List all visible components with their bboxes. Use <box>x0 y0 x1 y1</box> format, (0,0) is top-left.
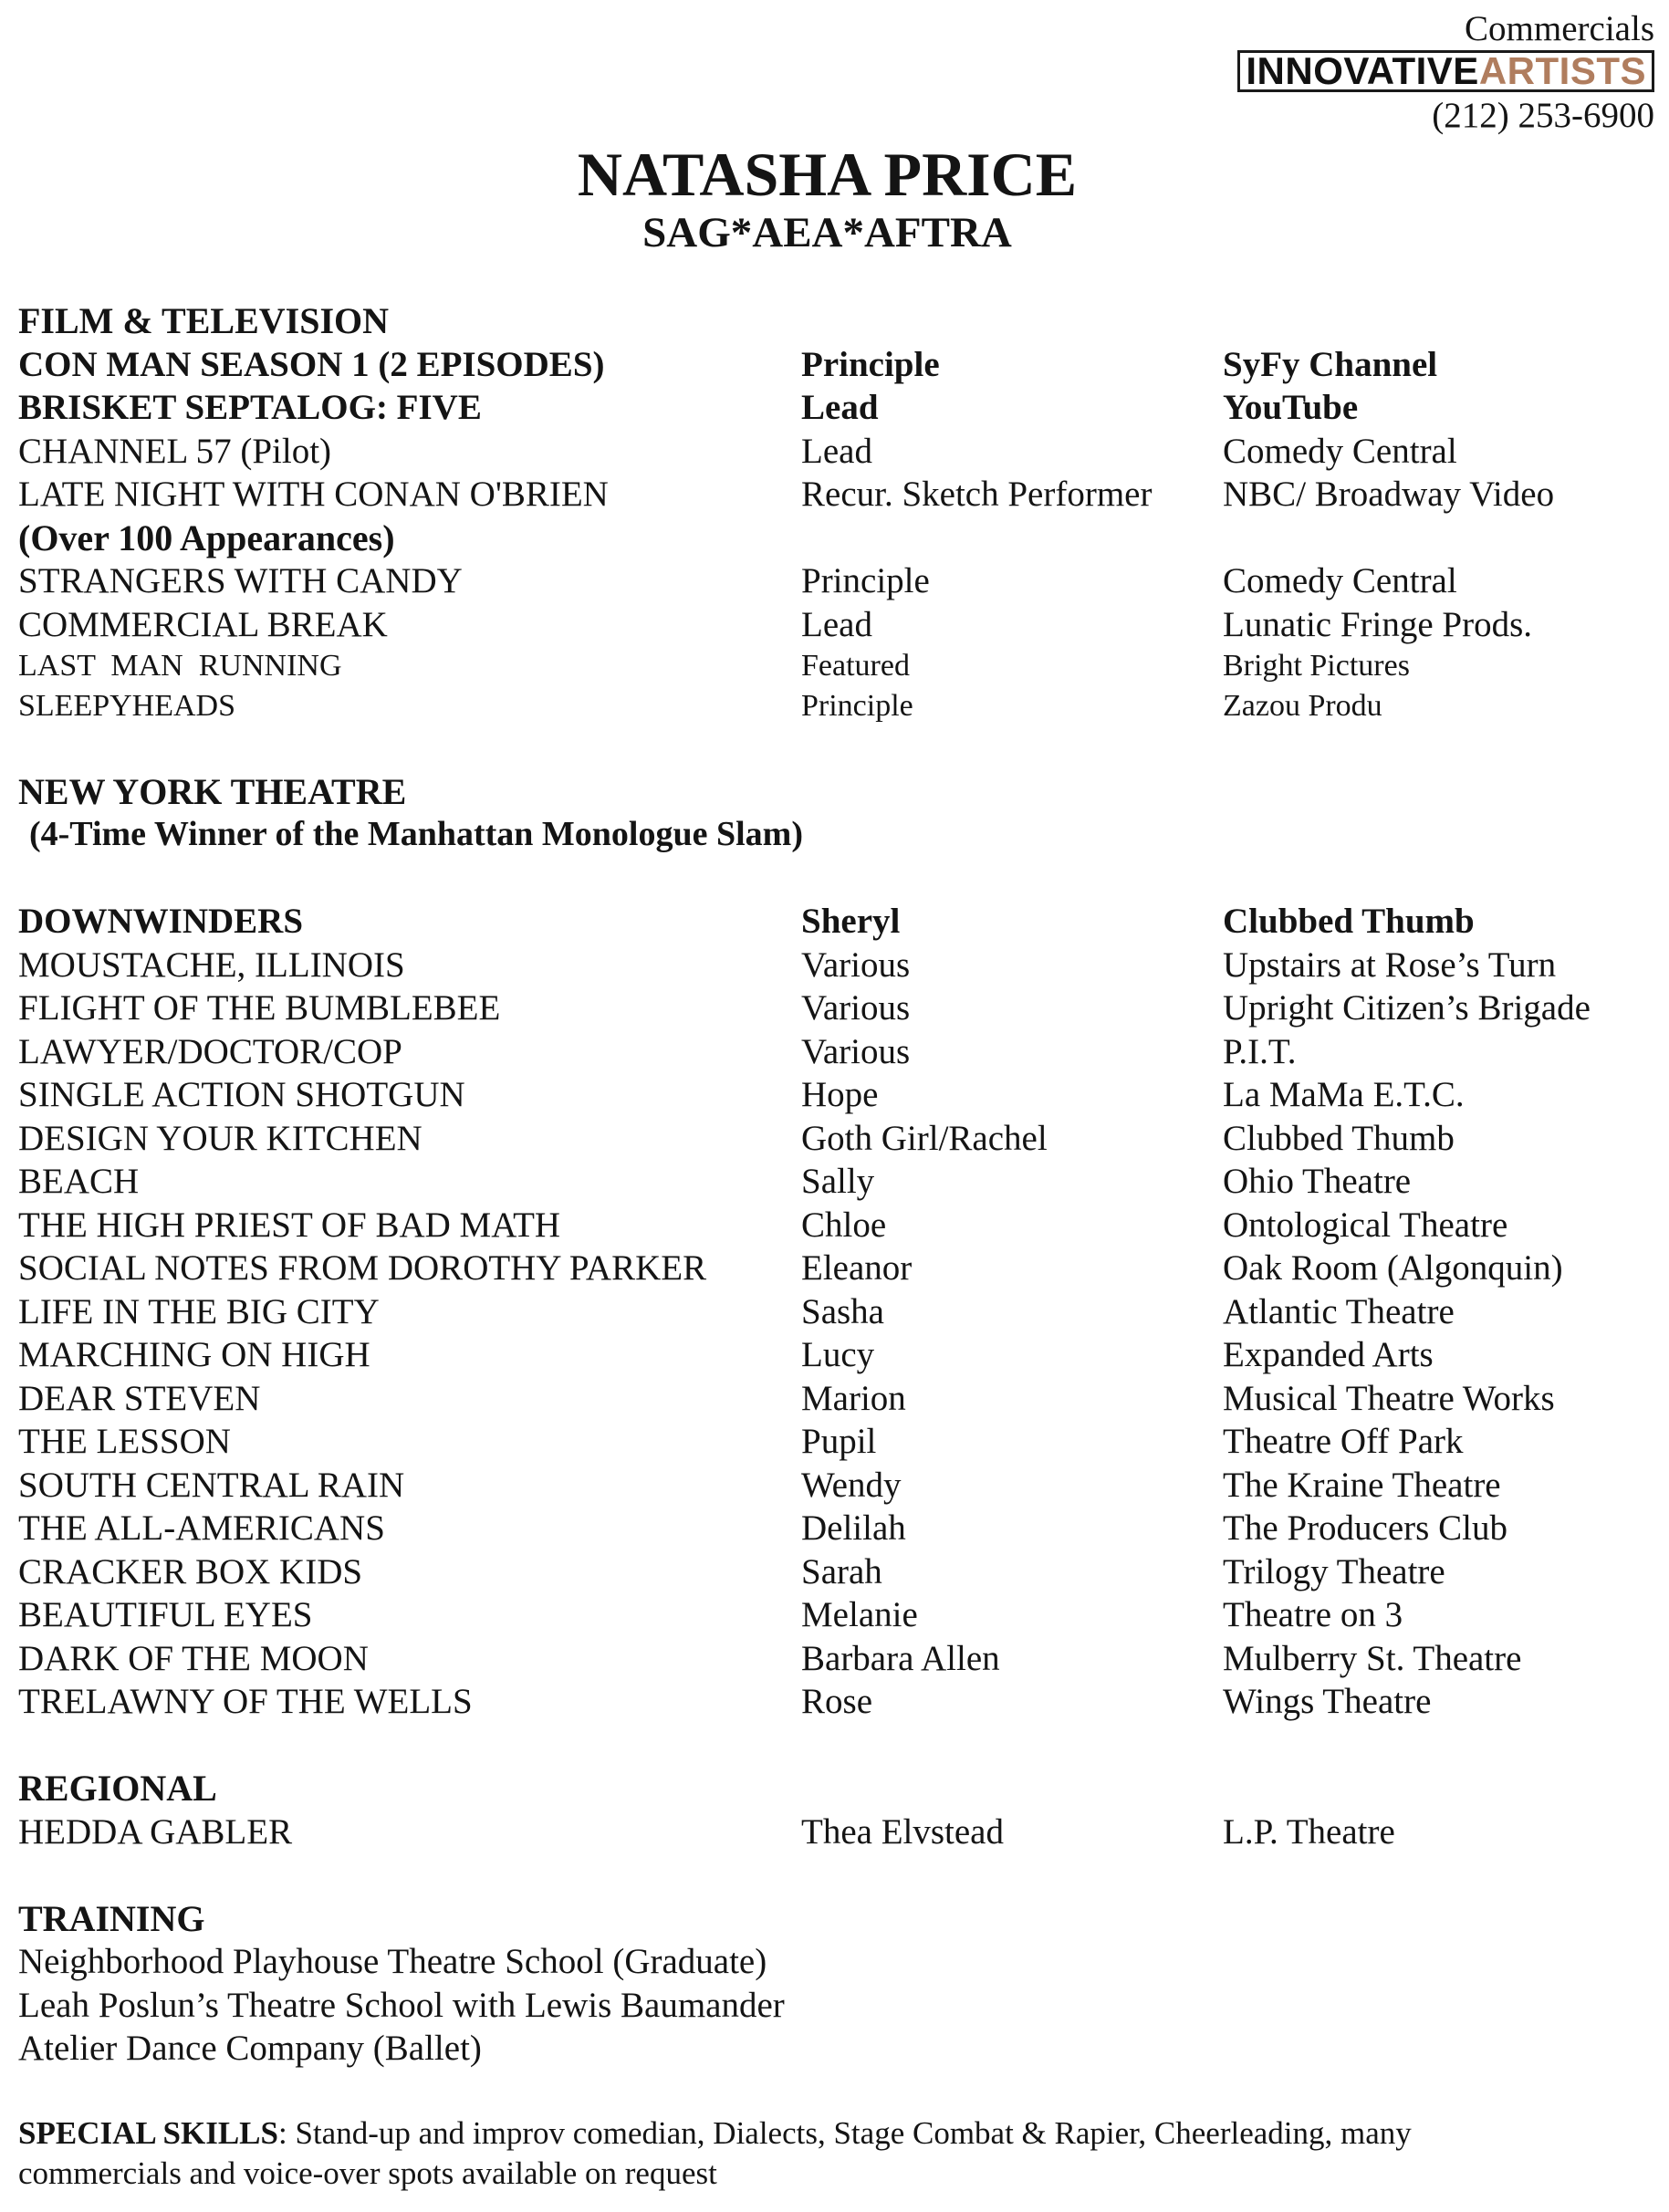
credit-row <box>18 1377 1652 1421</box>
credit-row <box>18 1420 1652 1464</box>
credit-title: DOWNWINDERS <box>18 902 304 941</box>
credit-company: Zazou Produ <box>1223 689 1382 723</box>
credit-role: Melanie <box>801 1595 918 1634</box>
credit-title: DESIGN YOUR KITCHEN <box>18 1118 422 1158</box>
credit-row <box>18 1247 1652 1290</box>
agency-phone: (212) 253-6900 <box>1432 96 1654 135</box>
agency-block <box>1180 9 1654 136</box>
resume-body <box>18 299 1652 2194</box>
credit-company: Clubbed Thumb <box>1223 902 1475 941</box>
credit-role: Various <box>801 1031 911 1071</box>
credit-title: COMMERCIAL BREAK <box>18 604 388 644</box>
credit-title: DEAR STEVEN <box>18 1378 261 1418</box>
credit-company: Ohio Theatre <box>1223 1162 1412 1201</box>
credit-role: Eleanor <box>801 1248 913 1288</box>
credit-role: Featured <box>801 649 910 683</box>
logo-text-artists: ARTISTS <box>1478 49 1646 92</box>
credit-row <box>18 1464 1652 1508</box>
credit-row <box>18 1680 1652 1724</box>
credit-title: MARCHING ON HIGH <box>18 1335 370 1374</box>
credit-role: Chloe <box>801 1205 887 1245</box>
credit-row <box>18 944 1652 987</box>
credit-role: Barbara Allen <box>801 1638 1000 1678</box>
credit-title: TRELAWNY OF THE WELLS <box>18 1682 473 1721</box>
credit-row <box>18 430 1652 474</box>
credit-role: Lucy <box>801 1335 875 1374</box>
actor-unions: SAG*AEA*AFTRA <box>642 209 1012 256</box>
credit-role: Principle <box>801 689 913 723</box>
film-tv-heading: FILM & TELEVISION <box>18 300 390 341</box>
credit-company: The Producers Club <box>1223 1508 1507 1548</box>
credit-title: STRANGERS WITH CANDY <box>18 561 463 600</box>
credit-title: CHANNEL 57 (Pilot) <box>18 431 332 471</box>
training-heading: TRAINING <box>18 1897 205 1939</box>
credit-row <box>18 1637 1652 1681</box>
credit-title: LATE NIGHT WITH CONAN O'BRIEN <box>18 475 609 514</box>
credit-row <box>18 686 1652 726</box>
credit-role: Lead <box>801 431 872 471</box>
credit-company: Upright Citizen’s Brigade <box>1223 988 1591 1028</box>
credit-role: Various <box>801 944 911 985</box>
training-item: Neighborhood Playhouse Theatre School (Graduate) <box>18 1942 767 1981</box>
credit-row <box>18 986 1652 1030</box>
credit-role: Goth Girl/Rachel <box>801 1118 1048 1158</box>
credit-company: YouTube <box>1223 388 1359 427</box>
credit-company: Clubbed Thumb <box>1223 1118 1455 1158</box>
credit-role: Lead <box>801 604 872 644</box>
credit-company: NBC/ Broadway Video <box>1223 475 1555 514</box>
credit-role: Principle <box>801 561 930 600</box>
ny-theatre-note: (4-Time Winner of the Manhattan Monologue Slam) <box>29 815 803 853</box>
credit-company: Musical Theatre Works <box>1223 1378 1555 1418</box>
credit-role: Sally <box>801 1162 875 1201</box>
credit-title: LIFE IN THE BIG CITY <box>18 1291 380 1331</box>
credit-row <box>18 1810 1652 1854</box>
agency-label: Commercials <box>1465 9 1654 48</box>
credit-role: Thea Elvstead <box>801 1811 1004 1852</box>
credit-company: Upstairs at Rose’s Turn <box>1223 944 1557 985</box>
special-skills-text: : Stand-up and improv comedian, Dialects, Stage Combat & Rapier, Cheerleading, many commercials and voice-over spots available on request <box>18 2115 1412 2191</box>
credit-role: Pupil <box>801 1422 877 1461</box>
credit-row <box>18 646 1652 686</box>
credit-row <box>18 1593 1652 1637</box>
special-skills <box>18 2113 1551 2194</box>
ny-theatre-list <box>18 900 1652 1724</box>
logo-text-innovative: INNOVATIVE <box>1246 49 1479 92</box>
credit-title: THE ALL-AMERICANS <box>18 1508 385 1548</box>
credit-role: Sheryl <box>801 902 901 941</box>
actor-name: NATASHA PRICE <box>577 140 1078 209</box>
credit-row <box>18 1204 1652 1247</box>
credit-company: Comedy Central <box>1223 431 1457 471</box>
credit-row <box>18 1507 1652 1550</box>
credit-row <box>18 1550 1652 1594</box>
credit-title: BEAUTIFUL EYES <box>18 1595 313 1634</box>
credit-role: Principle <box>801 344 940 384</box>
credit-company: Theatre Off Park <box>1223 1422 1464 1461</box>
credit-company: Mulberry St. Theatre <box>1223 1638 1522 1678</box>
credit-role: Recur. Sketch Performer <box>801 475 1153 514</box>
credit-company: L.P. Theatre <box>1223 1811 1395 1852</box>
spacer <box>18 1724 1652 1768</box>
credit-title: MOUSTACHE, ILLINOIS <box>18 944 405 985</box>
credit-role: Various <box>801 988 911 1028</box>
credit-title: SOUTH CENTRAL RAIN <box>18 1465 405 1505</box>
credit-title: LAST MAN RUNNING <box>18 649 342 683</box>
credit-row <box>18 1290 1652 1334</box>
credit-title: THE HIGH PRIEST OF BAD MATH <box>18 1205 561 1245</box>
credit-title: LAWYER/DOCTOR/COP <box>18 1031 402 1071</box>
credit-company: SyFy Channel <box>1223 344 1438 384</box>
regional-heading: REGIONAL <box>18 1768 217 1809</box>
credit-company: P.I.T. <box>1223 1031 1297 1071</box>
spacer <box>18 1853 1652 1897</box>
credit-company: Oak Room (Algonquin) <box>1223 1248 1563 1288</box>
credit-company: Atlantic Theatre <box>1223 1291 1455 1331</box>
special-skills-label: SPECIAL SKILLS <box>18 2115 278 2151</box>
credit-role: Marion <box>801 1378 906 1418</box>
credit-company: Expanded Arts <box>1223 1335 1434 1374</box>
credit-company: Theatre on 3 <box>1223 1595 1403 1634</box>
credit-role: Sarah <box>801 1551 882 1591</box>
credit-title: CON MAN SEASON 1 (2 EPISODES) <box>18 344 605 384</box>
credit-role: Sasha <box>801 1291 884 1331</box>
credit-company: La MaMa E.T.C. <box>1223 1075 1465 1114</box>
credit-row <box>18 1117 1652 1161</box>
spacer <box>18 726 1652 770</box>
credit-title: BRISKET SEPTALOG: FIVE <box>18 388 482 427</box>
spacer <box>18 2071 1652 2114</box>
credit-row <box>18 603 1652 647</box>
ny-theatre-heading: NEW YORK THEATRE <box>18 770 407 812</box>
credit-row <box>18 343 1652 387</box>
credit-row <box>18 473 1652 516</box>
credit-company: Comedy Central <box>1223 561 1457 600</box>
credit-title: DARK OF THE MOON <box>18 1638 369 1678</box>
credit-company: Lunatic Fringe Prods. <box>1223 604 1533 644</box>
conan-note: (Over 100 Appearances) <box>18 516 395 558</box>
credit-company: The Kraine Theatre <box>1223 1465 1501 1505</box>
credit-company: Wings Theatre <box>1223 1682 1432 1721</box>
credit-role: Rose <box>801 1682 872 1721</box>
credit-title: BEACH <box>18 1162 140 1201</box>
credit-title: SINGLE ACTION SHOTGUN <box>18 1075 465 1114</box>
spacer <box>18 857 1652 901</box>
credit-row <box>18 1160 1652 1204</box>
credit-company: Ontological Theatre <box>1223 1205 1508 1245</box>
credit-company: Bright Pictures <box>1223 649 1410 683</box>
credit-row <box>18 1073 1652 1117</box>
credit-title: THE LESSON <box>18 1422 231 1461</box>
credit-row <box>18 386 1652 430</box>
credit-title: SLEEPYHEADS <box>18 689 236 723</box>
credit-role: Lead <box>801 388 879 427</box>
training-item: Leah Poslun’s Theatre School with Lewis Baumander <box>18 1985 785 2025</box>
credit-role: Hope <box>801 1075 879 1114</box>
credit-title: SOCIAL NOTES FROM DOROTHY PARKER <box>18 1248 707 1288</box>
credit-role: Delilah <box>801 1508 906 1548</box>
training-item: Atelier Dance Company (Ballet) <box>18 2029 482 2068</box>
credit-row <box>18 1030 1652 1074</box>
credit-company: Trilogy Theatre <box>1223 1551 1445 1591</box>
credit-row <box>18 559 1652 603</box>
credit-title: FLIGHT OF THE BUMBLEBEE <box>18 988 501 1028</box>
agency-logo <box>1237 50 1654 92</box>
credit-row <box>18 900 1652 944</box>
credit-role: Wendy <box>801 1465 902 1505</box>
credit-title: CRACKER BOX KIDS <box>18 1551 363 1591</box>
credit-title: HEDDA GABLER <box>18 1811 293 1852</box>
credit-row <box>18 1333 1652 1377</box>
